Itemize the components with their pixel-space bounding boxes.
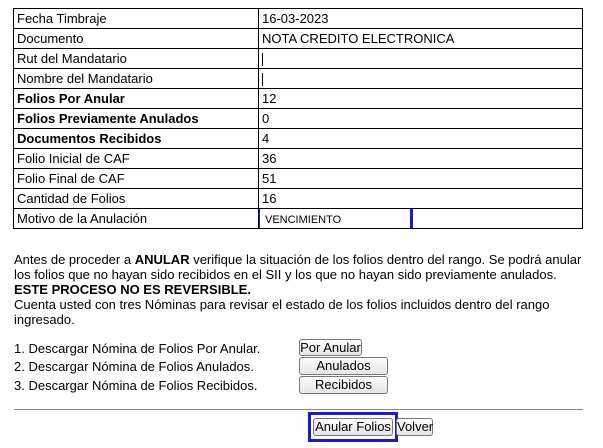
row-value: 16 [259,189,583,209]
table-row [14,69,583,89]
row-label: Documentos Recibidos [14,129,259,149]
row-label: Rut del Mandatario [14,49,259,69]
row-value: NOTA CREDITO ELECTRONICA [259,29,583,49]
row-label: Cantidad de Folios [14,189,259,209]
table-row [14,129,583,149]
table-row [14,9,583,29]
anulados-button[interactable]: Anulados [299,357,388,375]
row-label: Fecha Timbraje [14,9,259,29]
row-label: Folio Final de CAF [14,169,259,189]
warning-text [14,282,589,297]
row-value [259,69,583,89]
row-value [259,209,583,229]
download-row-recibidos: 3. Descargar Nómina de Folios Recibidos. [14,378,258,393]
row-value: 36 [259,149,583,169]
notice-bold-anular: ANULAR [134,252,190,267]
row-label: Nombre del Mandatario [14,69,259,89]
nominas-text: Cuenta usted con tres Nóminas para revisar el estado de los folios incluidos dentro del rango ingresado. [14,297,550,327]
notice-suffix: verifique la situación de los folios dentro del rango. Se podrá anular los folios que no hayan sido recibidos en el SII y los que no hayan sido previamente anulados. [14,252,582,282]
row-value [259,49,583,69]
folio-info-table [13,8,583,229]
text-cursor [262,73,263,86]
notice-text [14,252,589,327]
notice-paragraph [14,252,589,282]
row-label: Folios Por Anular [14,89,259,109]
divider [14,409,583,410]
table-row [14,209,583,229]
row-value: 0 [259,109,583,129]
row-value: 16-03-2023 [259,9,583,29]
download-row-por-anular: 1. Descargar Nómina de Folios Por Anular. [14,341,261,356]
table-row [14,169,583,189]
download-row-anulados: 2. Descargar Nómina de Folios Anulados. [14,359,254,374]
table-row [14,109,583,129]
row-value: 12 [259,89,583,109]
por-anular-button[interactable]: Por Anular [300,340,361,355]
row-label: Folio Inicial de CAF [14,149,259,169]
motivo-highlight [259,209,414,229]
row-value: 4 [259,129,583,149]
table-row [14,149,583,169]
row-label: Motivo de la Anulación [14,209,259,229]
table-row [14,89,583,109]
anular-folios-button[interactable]: Anular Folios [313,418,393,436]
table-row [14,189,583,209]
volver-button[interactable]: Volver [397,419,434,434]
text-cursor [262,53,263,66]
row-value: 51 [259,169,583,189]
notice-prefix: Antes de proceder a [14,252,135,267]
recibidos-button[interactable]: Recibidos [299,376,388,394]
table-row [14,29,583,49]
row-label: Folios Previamente Anulados [14,109,259,129]
row-label: Documento [14,29,259,49]
motivo-input[interactable] [265,214,403,226]
warning-bold: ESTE PROCESO NO ES REVERSIBLE. [14,282,251,297]
table-row [14,49,583,69]
